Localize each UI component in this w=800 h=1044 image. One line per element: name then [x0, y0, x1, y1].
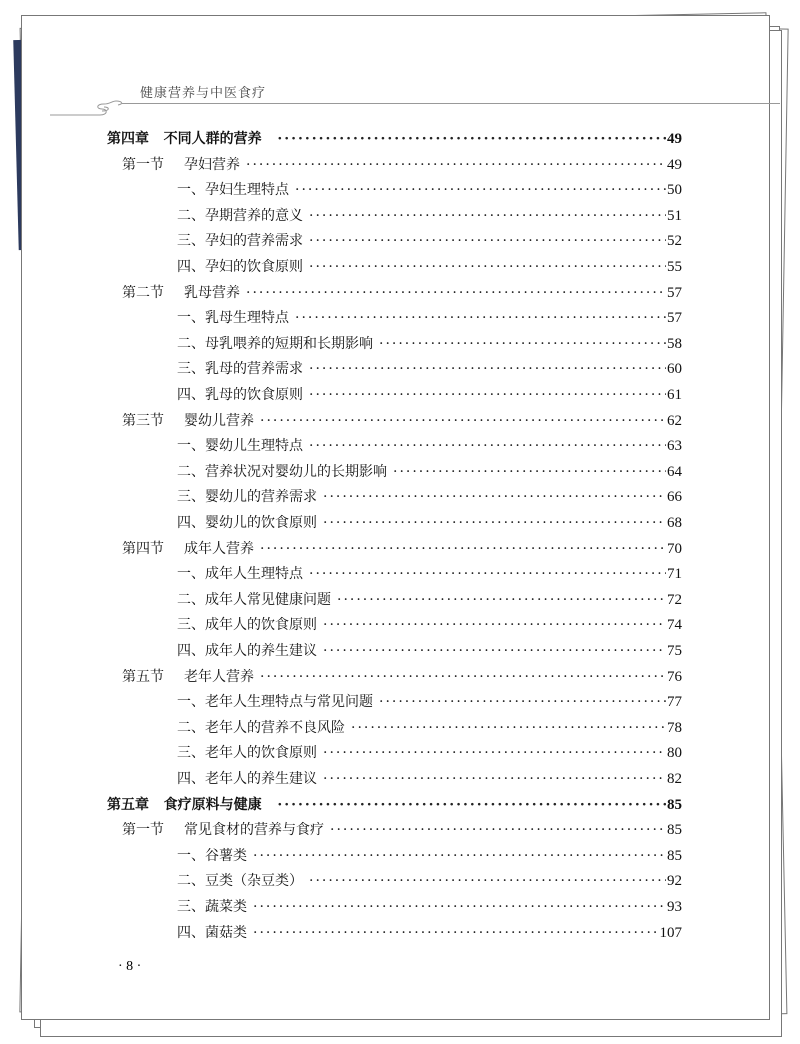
toc-entry-item[interactable] — [177, 742, 682, 762]
entry-title: 二、营养状况对婴幼儿的长期影响 — [177, 463, 387, 480]
entry-title: 二、老年人的营养不良风险 — [177, 719, 345, 736]
entry-title: 孕妇营养 — [184, 156, 240, 173]
entry-page: 70 — [667, 540, 682, 557]
toc-entry-chapter[interactable] — [107, 794, 682, 814]
dot-leader — [309, 438, 666, 454]
toc-entry-item[interactable] — [177, 205, 682, 225]
toc-entry-section[interactable] — [122, 819, 682, 839]
dot-leader — [253, 899, 666, 915]
dot-leader — [260, 669, 666, 685]
toc-entry-item[interactable] — [177, 717, 682, 737]
entry-page: 57 — [667, 284, 682, 301]
entry-title: 老年人营养 — [184, 668, 254, 685]
dot-leader — [309, 233, 666, 249]
dot-leader — [246, 285, 666, 301]
toc-entry-item[interactable] — [177, 358, 682, 378]
dot-leader — [323, 489, 666, 505]
entry-title: 食疗原料与健康 — [163, 796, 262, 813]
entry-page: 57 — [667, 310, 682, 327]
section-label: 第一节 — [122, 156, 164, 173]
dot-leader — [393, 464, 666, 480]
entry-title: 一、谷薯类 — [177, 847, 247, 864]
toc-entry-item[interactable] — [177, 435, 682, 455]
chapter-label: 第四章 — [107, 131, 149, 147]
toc-entry-section[interactable] — [122, 666, 682, 686]
toc-entry-section[interactable] — [122, 410, 682, 430]
section-label: 第五节 — [122, 668, 164, 685]
entry-page: 64 — [667, 463, 682, 480]
entry-page: 85 — [667, 796, 682, 813]
toc-entry-item[interactable] — [177, 486, 682, 506]
entry-title: 一、成年人生理特点 — [177, 566, 303, 583]
dot-leader — [309, 873, 666, 889]
running-head: 健康营养与中医食疗 — [140, 86, 267, 101]
dot-leader — [260, 541, 666, 557]
dot-leader — [246, 157, 666, 173]
toc-entry-item[interactable] — [177, 307, 682, 327]
entry-title: 四、婴幼儿的饮食原则 — [177, 515, 317, 531]
toc-entry-item[interactable] — [177, 384, 682, 404]
entry-page: 82 — [667, 771, 682, 787]
entry-page: 58 — [667, 335, 682, 352]
toc-entry-section[interactable] — [122, 538, 682, 558]
entry-page: 55 — [667, 259, 682, 275]
dot-leader — [330, 822, 666, 838]
entry-page: 72 — [667, 591, 682, 608]
entry-page: 85 — [667, 822, 682, 839]
entry-page: 52 — [667, 233, 682, 250]
toc-entry-section[interactable] — [122, 282, 682, 302]
toc-entry-item[interactable] — [177, 563, 682, 583]
toc-entry-item[interactable] — [177, 333, 682, 353]
dot-leader — [323, 771, 666, 787]
toc-entry-item[interactable] — [177, 256, 682, 276]
toc-entry-item[interactable] — [177, 845, 682, 865]
entry-page: 49 — [667, 131, 682, 147]
section-label: 第四节 — [122, 540, 164, 557]
toc-entry-item[interactable] — [177, 896, 682, 916]
entry-page: 62 — [667, 412, 682, 429]
entry-page: 78 — [667, 719, 682, 736]
dot-leader — [295, 310, 666, 326]
toc-entry-item[interactable] — [177, 230, 682, 250]
dot-leader — [323, 643, 666, 659]
entry-title: 二、孕期营养的意义 — [177, 207, 303, 224]
dot-leader — [260, 413, 666, 429]
entry-title: 二、成年人常见健康问题 — [177, 591, 331, 608]
dot-leader — [351, 720, 666, 736]
entry-title: 四、菌菇类 — [177, 924, 247, 941]
entry-title: 三、婴幼儿的营养需求 — [177, 489, 317, 506]
entry-page: 80 — [667, 745, 682, 762]
cloud-swirl-ornament-icon — [50, 98, 140, 120]
entry-title: 常见食材的营养与食疗 — [184, 822, 324, 839]
entry-title: 四、乳母的饮食原则 — [177, 387, 303, 403]
entry-title: 二、母乳喂养的短期和长期影响 — [177, 335, 373, 352]
chapter-label: 第五章 — [107, 796, 149, 813]
dot-leader — [337, 592, 666, 608]
header-rule — [122, 103, 780, 104]
entry-page: 74 — [667, 617, 682, 634]
dot-leader — [379, 336, 666, 352]
entry-page: 75 — [667, 643, 682, 659]
toc-entry-item[interactable] — [177, 922, 682, 942]
dot-leader — [253, 848, 666, 864]
entry-title: 一、孕妇生理特点 — [177, 182, 289, 199]
entry-title: 三、乳母的营养需求 — [177, 361, 303, 378]
entry-page: 76 — [667, 668, 682, 685]
dot-leader — [309, 387, 666, 403]
toc-entry-section[interactable] — [122, 154, 682, 174]
entry-title: 乳母营养 — [184, 284, 240, 301]
dot-leader — [295, 182, 666, 198]
entry-page: 68 — [667, 515, 682, 531]
toc-entry-item[interactable] — [177, 179, 682, 199]
entry-title: 婴幼儿营养 — [184, 412, 254, 429]
dot-leader — [309, 259, 666, 275]
entry-page: 93 — [667, 899, 682, 915]
entry-title: 三、孕妇的营养需求 — [177, 233, 303, 250]
entry-title: 成年人营养 — [184, 540, 254, 557]
dot-leader — [277, 131, 666, 147]
toc-entry-item[interactable] — [177, 461, 682, 481]
entry-page: 63 — [667, 438, 682, 455]
entry-page: 77 — [667, 694, 682, 711]
entry-title: 不同人群的营养 — [163, 131, 262, 147]
toc-entry-item[interactable] — [177, 512, 682, 532]
entry-title: 四、成年人的养生建议 — [177, 643, 317, 659]
entry-page: 66 — [667, 489, 682, 506]
entry-page: 107 — [659, 924, 682, 941]
dot-leader — [309, 566, 666, 582]
entry-page: 60 — [667, 361, 682, 378]
entry-title: 三、老年人的饮食原则 — [177, 745, 317, 762]
entry-page: 61 — [667, 387, 682, 403]
dot-leader — [309, 361, 666, 377]
section-label: 第二节 — [122, 284, 164, 301]
entry-title: 三、成年人的饮食原则 — [177, 617, 317, 634]
entry-page: 85 — [667, 847, 682, 864]
toc-entry-item[interactable] — [177, 691, 682, 711]
entry-page: 51 — [667, 207, 682, 224]
page-number: · 8 · — [118, 959, 142, 974]
entry-page: 71 — [667, 566, 682, 583]
dot-leader — [253, 925, 659, 941]
toc-entry-item[interactable] — [177, 768, 682, 788]
toc-page — [21, 15, 770, 1020]
dot-leader — [323, 617, 666, 633]
entry-title: 一、乳母生理特点 — [177, 310, 289, 327]
entry-page: 49 — [667, 156, 682, 173]
toc-entry-item[interactable] — [177, 589, 682, 609]
entry-page: 92 — [667, 873, 682, 890]
dot-leader — [379, 694, 666, 710]
dot-leader — [309, 208, 666, 224]
entry-title: 四、老年人的养生建议 — [177, 771, 317, 787]
entry-page: 50 — [667, 182, 682, 199]
toc-entry-item[interactable] — [177, 614, 682, 634]
entry-title: 三、蔬菜类 — [177, 899, 247, 915]
entry-title: 四、孕妇的饮食原则 — [177, 259, 303, 275]
toc-entry-item[interactable] — [177, 640, 682, 660]
dot-leader — [323, 515, 666, 531]
entry-title: 一、老年人生理特点与常见问题 — [177, 694, 373, 711]
section-label: 第一节 — [122, 822, 164, 839]
section-label: 第三节 — [122, 412, 164, 429]
toc-entry-chapter[interactable] — [107, 128, 682, 148]
toc-entry-item[interactable] — [177, 870, 682, 890]
dot-leader — [323, 745, 666, 761]
entry-title: 一、婴幼儿生理特点 — [177, 438, 303, 455]
entry-title: 二、豆类（杂豆类） — [177, 873, 303, 890]
dot-leader — [277, 797, 666, 813]
